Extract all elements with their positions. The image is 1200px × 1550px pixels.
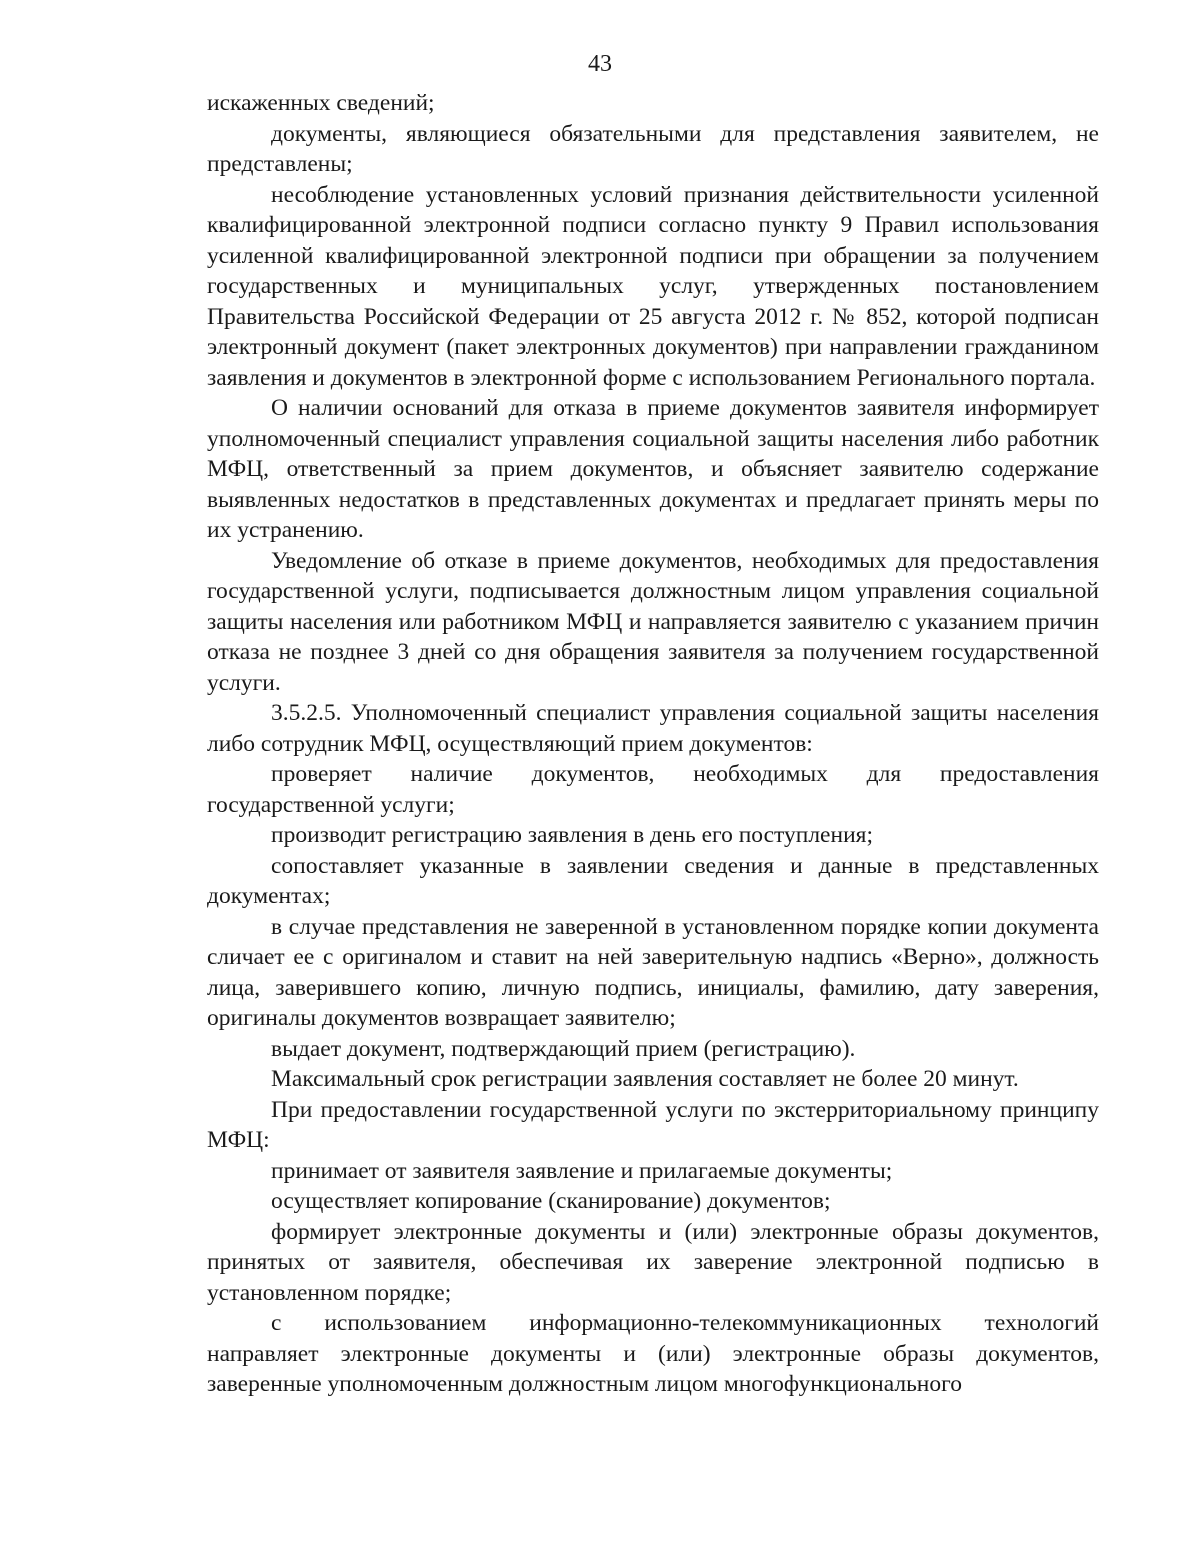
paragraph: выдает документ, подтверждающий прием (регистрацию).: [271, 1035, 856, 1062]
paragraph: 3.5.2.5. Уполномоченный специалист управления социальной защиты населения либо сотрудник МФЦ, осуществляющий прием документов:: [207, 700, 1099, 757]
paragraph: принимает от заявителя заявление и прилагаемые документы;: [271, 1157, 893, 1184]
page-number: 43: [588, 51, 612, 77]
paragraph: несоблюдение установленных условий признания действительности усиленной квалифицированной электронной подписи согласно пункту 9 Правил использования усиленной квалифицированной электронной подписи при обращении за получением государственных и муниципальных услуг, утвержденных постановлением Правительства Российской Федерации от 25 августа 2012 г. № 852, которой подписан электронный документ (пакет электронных документов) при направлении гражданином заявления и документов в электронной форме с использованием Регионального портала.: [207, 181, 1099, 391]
paragraph: сопоставляет указанные в заявлении сведения и данные в представленных документах;: [207, 852, 1099, 909]
paragraph: проверяет наличие документов, необходимых для предоставления государственной услуги;: [207, 761, 1099, 818]
paragraph: в случае представления не заверенной в установленном порядке копии документа сличает ее с оригиналом и ставит на ней заверительную надпись «Верно», должность лица, заверившего копию, личную подпись, инициалы, фамилию, дату заверения, оригиналы документов возвращает заявителю;: [207, 913, 1099, 1031]
paragraph: Уведомление об отказе в приеме документов, необходимых для предоставления государственной услуги, подписывается должностным лицом управления социальной защиты населения или работником МФЦ и направляется заявителю с указанием причин отказа не позднее 3 дней со дня обращения заявителя за получением государственной услуги.: [207, 547, 1099, 696]
paragraph: документы, являющиеся обязательными для представления заявителем, не представлены;: [207, 120, 1099, 177]
paragraph: производит регистрацию заявления в день его поступления;: [271, 822, 873, 848]
paragraph: осуществляет копирование (сканирование) документов;: [271, 1188, 831, 1214]
document-body: [207, 88, 1099, 1400]
paragraph: формирует электронные документы и (или) электронные образы документов, принятых от заявителя, обеспечивая их заверение электронной подписью в установленном порядке;: [207, 1218, 1099, 1306]
paragraph: При предоставлении государственной услуги по экстерриториальному принципу МФЦ:: [207, 1096, 1099, 1153]
paragraph: искаженных сведений;: [207, 90, 435, 116]
paragraph: О наличии оснований для отказа в приеме документов заявителя информирует уполномоченный специалист управления социальной защиты населения либо работник МФЦ, ответственный за прием документов, и объясняет заявителю содержание выявленных недостатков в представленных документах и предлагает принять меры по их устранению.: [207, 395, 1099, 543]
paragraph: с использованием информационно-телекоммуникационных технологий направляет электронные документы и (или) электронные образы документов, заверенные уполномоченным должностным лицом многофункционального: [207, 1310, 1099, 1397]
paragraph: Максимальный срок регистрации заявления составляет не более 20 минут.: [271, 1066, 1019, 1092]
